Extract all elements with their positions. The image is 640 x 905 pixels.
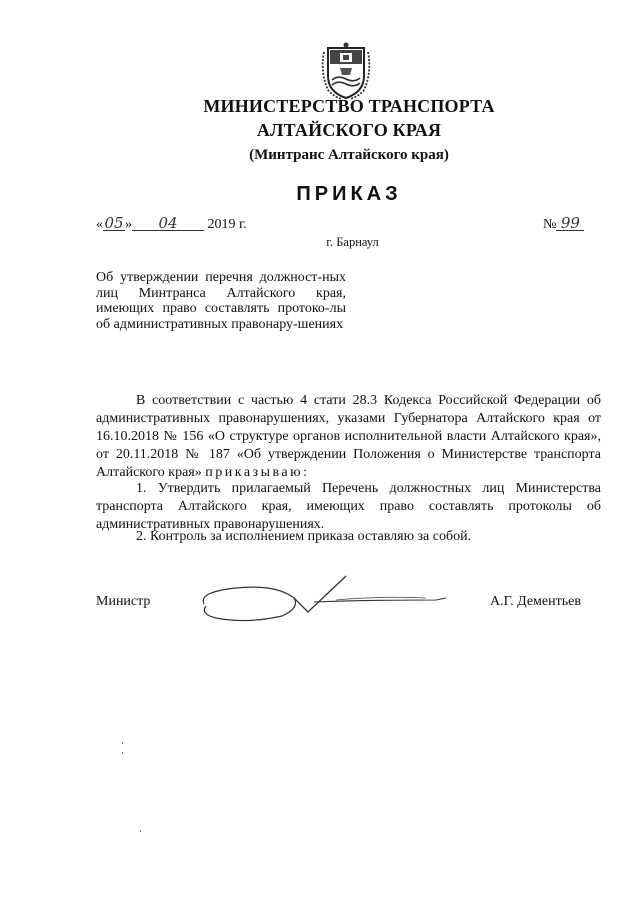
- scan-artifact: [122, 742, 123, 744]
- ministry-short-name: (Минтранс Алтайского края): [249, 147, 449, 163]
- body-paragraph-preamble: [96, 392, 601, 482]
- body-paragraph-item-1: 1. Утвердить прилагаемый Перечень должностных лиц Министерства транспорта Алтайского края, имеющих право составлять протоколы об административных правонарушениях.: [96, 481, 601, 532]
- ministry-name-line2: АЛТАЙСКОГО КРАЯ: [256, 120, 442, 140]
- document-type-title: ПРИКАЗ: [296, 183, 402, 205]
- scan-artifact: [122, 752, 123, 754]
- preamble-colon: :: [303, 465, 307, 480]
- date-day: 05: [104, 214, 124, 232]
- date-month: 04: [132, 216, 204, 231]
- signer-position: Министр: [96, 594, 151, 609]
- number-prefix: №: [543, 217, 557, 232]
- signer-name: А.Г. Дементьев: [490, 594, 581, 609]
- date-open-quote: «: [96, 217, 103, 232]
- body-paragraph-item-2: 2. Контроль за исполнением приказа оставляю за собой.: [136, 529, 472, 544]
- coat-of-arms-emblem: [318, 42, 374, 100]
- order-keyword: приказываю: [205, 465, 304, 480]
- order-subject: Об утверждении перечня должност-ных лиц Минтранса Алтайского края, имеющих право составлять протоко-лы об административных правонару-шениях: [96, 270, 346, 332]
- ministry-name-line1: МИНИСТЕРСТВО ТРАНСПОРТА: [203, 96, 495, 116]
- order-number: [543, 216, 584, 233]
- city: г. Барнаул: [326, 235, 379, 249]
- handwritten-signature: [196, 574, 466, 634]
- date-year: 2019 г.: [207, 217, 247, 232]
- order-date: [96, 216, 247, 233]
- preamble-text: В соответствии с частью 4 стати 28.3 Кодекса Российской Федерации об административных правонарушениях, указами Губернатора Алтайского края от 16.10.2018 № 156 «О структуре органов исполнительной власти Алтайского края», от 20.11.2018 № 187 «Об утверждении Положения о Министерстве транспорта Алтайского края»: [96, 393, 601, 480]
- date-close-quote: »: [125, 217, 132, 232]
- scan-artifact: [140, 830, 141, 832]
- number-value: 99: [556, 216, 584, 231]
